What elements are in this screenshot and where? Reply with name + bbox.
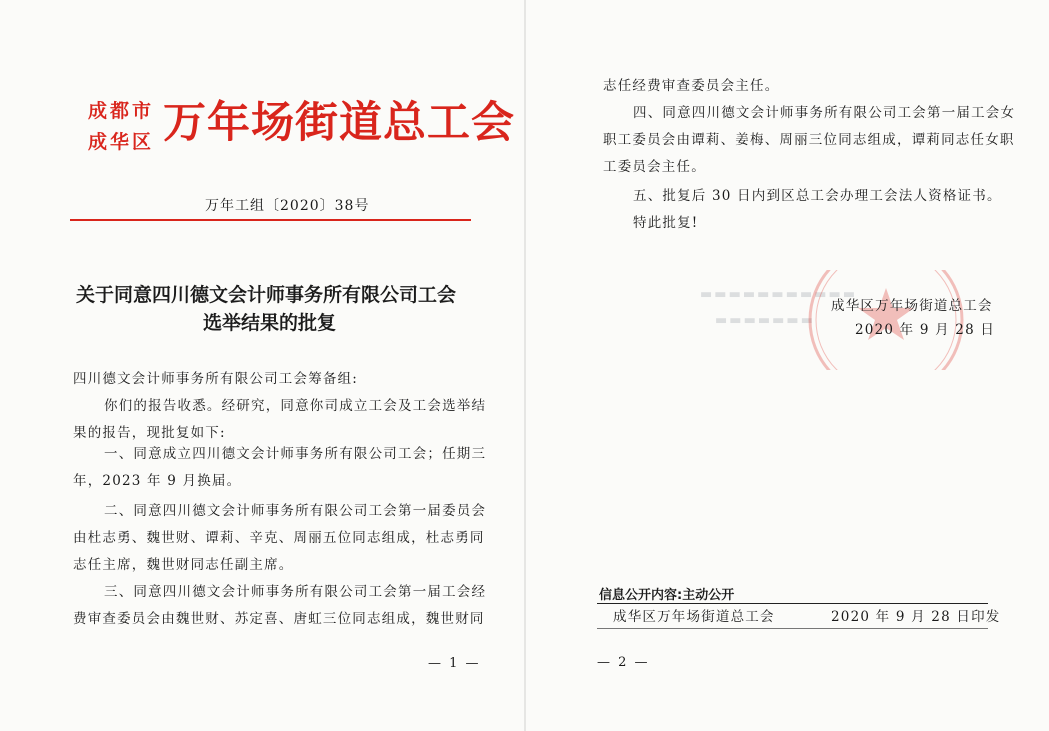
page-number-right: — 2 — — [597, 655, 650, 670]
body-line: 费审查委员会由魏世财、苏定喜、唐虹三位同志组成，魏世财同 — [73, 611, 485, 627]
body-line: 四、同意四川德文会计师事务所有限公司工会第一届工会女 — [633, 105, 1016, 121]
footer-issuer: 成华区万年场街道总工会 — [613, 609, 775, 625]
signature-org: 成华区万年场街道总工会 — [831, 298, 993, 314]
header-red-rule — [70, 219, 471, 221]
show-through-text: ▬▬▬▬▬▬▬ — [715, 313, 815, 328]
page-fold — [524, 0, 526, 731]
page-number-left: — 1 — — [428, 656, 481, 671]
doc-number: 万年工组〔2020〕38号 — [205, 198, 370, 214]
official-seal-icon — [806, 270, 966, 370]
header-city-line1: 成都市 — [88, 100, 155, 122]
body-line: 特此批复! — [633, 215, 699, 231]
body-line: 一、同意成立四川德文会计师事务所有限公司工会；任期三 — [104, 446, 487, 462]
body-line: 年，2023 年 9 月换届。 — [73, 473, 242, 489]
body-line: 志任主席，魏世财同志任副主席。 — [73, 557, 294, 573]
body-line: 职工委员会由谭莉、姜梅、周丽三位同志组成，谭莉同志任女职 — [603, 132, 1015, 148]
doc-title-line1: 关于同意四川德文会计师事务所有限公司工会 — [76, 284, 457, 306]
addressee-line: 四川德文会计师事务所有限公司工会筹备组: — [73, 371, 359, 387]
body-line: 三、同意四川德文会计师事务所有限公司工会第一届工会经 — [104, 584, 487, 600]
footer-top-rule — [597, 603, 988, 604]
body-line: 二、同意四川德文会计师事务所有限公司工会第一届委员会 — [104, 503, 487, 519]
footer-bottom-rule — [597, 628, 988, 629]
body-line: 志任经费审查委员会主任。 — [603, 78, 780, 94]
body-line: 五、批复后 30 日内到区总工会办理工会法人资格证书。 — [633, 188, 1002, 204]
signature-date: 2020 年 9 月 28 日 — [855, 322, 996, 338]
body-line: 工委员会主任。 — [603, 159, 706, 175]
body-line: 由杜志勇、魏世财、谭莉、辛克、周丽五位同志组成，杜志勇同 — [73, 530, 485, 546]
body-line: 果的报告，现批复如下: — [73, 425, 226, 441]
body-line: 你们的报告收悉。经研究，同意你司成立工会及工会选举结 — [104, 398, 487, 414]
header-city-line2: 成华区 — [88, 131, 155, 153]
footer-print-date: 2020 年 9 月 28 日印发 — [831, 609, 1001, 625]
disclosure-label: 信息公开内容:主动公开 — [599, 588, 735, 603]
doc-title-line2: 选举结果的批复 — [203, 312, 337, 334]
header-org-name: 万年场街道总工会 — [163, 98, 515, 148]
show-through-text: ▬▬▬▬▬▬▬▬▬▬▬ — [700, 287, 858, 302]
